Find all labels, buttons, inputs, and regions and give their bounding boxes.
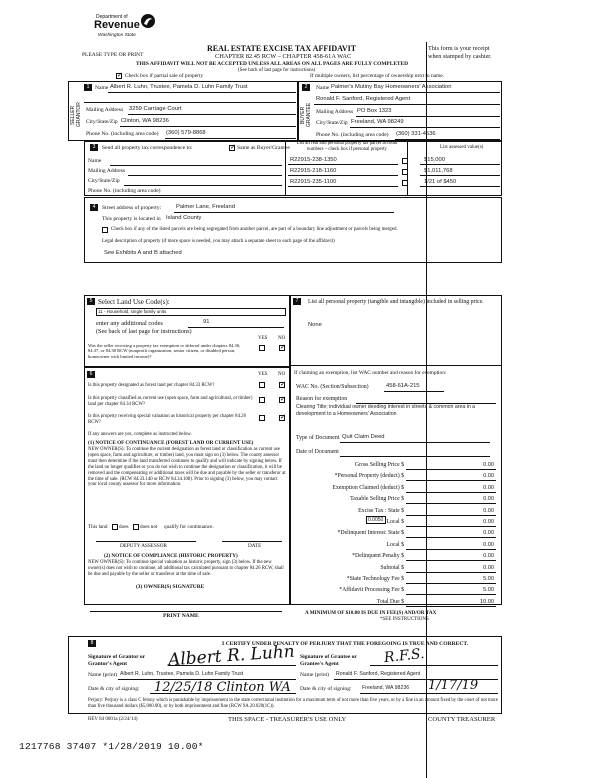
buyer-city: Freeland, WA 98249 bbox=[351, 119, 404, 125]
dept-line: Department of bbox=[96, 14, 128, 20]
sec3-mailing-label: Mailing Address bbox=[88, 168, 126, 174]
tax-line-value: 0.00 bbox=[483, 541, 494, 548]
doc-date-label: Date of Document bbox=[296, 449, 339, 455]
parcel-3: R22915-235-1100 bbox=[290, 179, 337, 185]
grantee-date-handwritten: 1/17/19 bbox=[428, 678, 479, 693]
section-8-number: 8 bbox=[88, 640, 96, 647]
tax-line-value: 5.00 bbox=[483, 587, 494, 594]
treasurer-use-only: THIS SPACE - TREASURER'S USE ONLY bbox=[228, 716, 347, 723]
located-label: This property is located in bbox=[102, 216, 161, 222]
buyer-mailing-label: Mailing Address bbox=[316, 109, 354, 115]
owner-signature-title: (3) OWNER(S) SIGNATURE bbox=[136, 584, 205, 590]
sec6-instructions: If any answers are yes, complete as instructed below. bbox=[88, 432, 192, 437]
exemption-yes-checkbox[interactable] bbox=[259, 345, 265, 351]
sec5-yes-header: YES bbox=[258, 336, 268, 341]
seller-name: Albert R. Luhn, Trustee, Pamela D. Luhn Family Trust bbox=[110, 84, 248, 90]
current-use-no-checkbox[interactable] bbox=[279, 397, 285, 403]
seller-city: Clinton, WA 98236 bbox=[121, 118, 169, 124]
continuance-title: (1) NOTICE OF CONTINUANCE (FOREST LAND OR CURRENT USE) bbox=[88, 440, 254, 446]
sec3-phone-label: Phone No. (including area code) bbox=[88, 188, 161, 194]
legal-label: Legal description of property (if more space is needed, you may attach a separate sheet to each page of the affidavit) bbox=[102, 239, 335, 244]
land-use-value: 11 - Household, single family units bbox=[98, 309, 167, 314]
recording-stamp: 1217768 37407 *1/28/2019 10.00* bbox=[19, 741, 204, 752]
grantor-sig-label: Signature of Grantor or Grantor's Agent bbox=[88, 654, 146, 667]
tax-line-label: Subtotal $ bbox=[380, 564, 404, 571]
tax-line-label: *State Technology Fee $ bbox=[346, 576, 404, 582]
boundary-checkbox[interactable] bbox=[102, 227, 108, 233]
assessor-date-label: DATE bbox=[248, 543, 262, 549]
historic-no-checkbox[interactable] bbox=[279, 415, 285, 421]
value-1: $15,000 bbox=[424, 157, 445, 163]
tax-line-value: 0.00 bbox=[483, 507, 494, 514]
buyer-phone: (360) 331-4536 bbox=[396, 131, 436, 137]
current-use-question: Is this property classified as current use (open space, farm and agricultural, or timber) land per chapter 84.34 RCW? bbox=[88, 396, 253, 407]
sec6-yes-header: YES bbox=[258, 372, 268, 377]
section-3-number: 3 bbox=[90, 144, 98, 151]
historic-question: Is this property receiving special valuation as historical property per chapter 84.26 RCW? bbox=[88, 414, 246, 425]
seller-phone: (360) 579-8868 bbox=[166, 130, 206, 136]
tax-line-value: 0.00 bbox=[483, 462, 494, 468]
land-use-label: Select Land Use Code(s): bbox=[98, 298, 170, 306]
sec5-no-header: NO bbox=[278, 336, 286, 341]
seller-mailing: 3259 Carriage Court bbox=[129, 106, 182, 112]
state-rate: 0.0050 bbox=[368, 517, 384, 523]
historic-title: (2) NOTICE OF COMPLIANCE (HISTORIC PROPERTY) bbox=[104, 553, 238, 559]
buyer-name: Palmer's Mutiny Bay Homeowners' Association bbox=[331, 84, 452, 90]
grantee-date-label: Date & city of signing: bbox=[300, 686, 352, 692]
tax-line-label: *Affidavit Processing Fee $ bbox=[339, 587, 404, 594]
exemption-claim-label: If claiming an exemption, list WAC number and reason for exemption: bbox=[294, 370, 447, 376]
tax-line-label: Total Due $ bbox=[376, 598, 404, 605]
deputy-assessor-label: DEPUTY ASSESSOR bbox=[120, 543, 167, 549]
boundary-label: Check box if any of the listed parcels are being segregated from another parcel, are part of a boundary line adjustment or parcels being merged. bbox=[111, 227, 398, 232]
forest-question: Is this property designated as forest land per chapter 84.33 RCW? bbox=[88, 383, 215, 388]
see-back: (See back of last page for instructions) bbox=[238, 68, 316, 73]
grantor-date-label: Date & city of signing: bbox=[88, 686, 140, 692]
receipt-note-2: when stamped by cashier. bbox=[428, 53, 492, 60]
seller-mailing-label: Mailing Address bbox=[86, 107, 124, 113]
buyer-side-label: BUYER GRANTEE bbox=[300, 102, 312, 128]
this-land-label: This land bbox=[88, 524, 108, 530]
buyer-city-label: City/State/Zip bbox=[316, 120, 348, 126]
dept-revenue: Revenue bbox=[94, 19, 140, 31]
tax-line-value: 0.00 bbox=[483, 496, 494, 503]
grantee-name: Ronald F. Sanford, Registered Agent bbox=[336, 671, 421, 677]
section-4-number: 4 bbox=[90, 204, 98, 211]
partial-sale-label: Check box if partial sale of property bbox=[125, 73, 204, 79]
section-7-number: 7 bbox=[293, 298, 301, 305]
tax-line-label: Exemption Claimed (deduct) $ bbox=[332, 484, 404, 491]
grantor-name: Albert R. Luhn, Trustee, Pamela D. Luhn Family Trust bbox=[120, 671, 244, 677]
seller-side-label: SELLER GRANTOR bbox=[70, 102, 82, 128]
reason-label: Reason for exemption bbox=[296, 396, 348, 402]
grantee-sig-label: Signature of Grantee or Grantee's Agent bbox=[300, 654, 357, 667]
forest-yes-checkbox[interactable] bbox=[259, 382, 265, 388]
tax-line-label: Local $ bbox=[386, 541, 404, 548]
street-label: Street address of property: bbox=[102, 205, 162, 211]
exemption-question: Was the seller receiving a property tax exemption or deferral under chapters 84.36, 84.37, or 84.38 RCW (nonprofit organization, senior citizen, or disabled person, homeowner with limited income)? bbox=[88, 343, 241, 359]
value-3: 1/21 of $450 bbox=[424, 179, 457, 185]
parcel-2-personal-checkbox[interactable] bbox=[402, 169, 408, 175]
exemption-reason: Clearing Title; individual owner deeding interest in streets & common area in a development to a Homeowners' Association bbox=[296, 404, 476, 417]
section-6-number: 6 bbox=[87, 371, 95, 378]
form-warning: THIS AFFIDAVIT WILL NOT BE ACCEPTED UNLESS ALL AREAS ON ALL PAGES ARE FULLY COMPLETED bbox=[136, 61, 409, 67]
revenue-logo bbox=[96, 14, 160, 48]
multiple-owners-note: If multiple owners, list percentage of ownership next to name. bbox=[310, 73, 444, 79]
wac-label: WAC No. (Section/Subsection) bbox=[296, 384, 369, 390]
buyer-mailing: PO Box 1323 bbox=[357, 108, 392, 114]
wac-number: 458-61A-215 bbox=[386, 383, 420, 389]
same-as-buyer-checkbox[interactable] bbox=[229, 145, 235, 151]
form-title: REAL ESTATE EXCISE TAX AFFIDAVIT bbox=[207, 44, 357, 53]
tax-line-value: 5.00 bbox=[483, 576, 494, 582]
grantor-date: 12/25/18 Clinton WA bbox=[154, 680, 291, 695]
personal-property-value: None bbox=[308, 322, 322, 328]
does-not-label: does not bbox=[140, 524, 158, 530]
partial-sale-checkbox[interactable] bbox=[116, 73, 122, 79]
county-treasurer: COUNTY TREASURER bbox=[428, 716, 496, 723]
seller-name-label: Name bbox=[95, 85, 109, 91]
continuance-text: NEW OWNER(S): To continue the current designation as forest land or classification as current use (open space, farm and agriculture, or timber) land, you must sign on (3) below. The county assessor must then determine if the land transferred continues to qualify and will indicate by signing below. If the land no longer qualifies or you do not wish to continue the designation or classification, it will be removed and the compensating or additional taxes will be due and payable by the seller or transferor at the time of sale. (RCW 84.33.140 or RCW 84.34.108). Prior to signing (3) below, you may contact your local county assessor for more information. bbox=[88, 447, 286, 488]
historic-text: NEW OWNER(S): To continue special valuation as historic property, sign (3) below. If the new owner(s) does not wish to continue, all additional tax calculated pursuant to chapter 84.26 RCW, shall be due and payable by the seller or transferor at the time of sale. bbox=[88, 560, 284, 577]
doc-type: Quit Claim Deed bbox=[342, 434, 385, 440]
tax-line-label: Local $ bbox=[386, 519, 404, 525]
print-name-label: PRINT NAME bbox=[163, 613, 199, 619]
grantee-date: Freeland, WA 98236 bbox=[362, 685, 410, 691]
see-instructions: *SEE INSTRUCTIONS bbox=[380, 617, 429, 622]
tax-line-value: 0.00 bbox=[483, 564, 494, 571]
legal-description: See Exhibits A and B attached bbox=[104, 250, 182, 256]
seller-city-label: City/State/Zip bbox=[86, 119, 118, 125]
parcel-1: R22915-238-1350 bbox=[290, 157, 337, 163]
buyer-phone-label: Phone No. (including area code) bbox=[316, 132, 389, 138]
street-address: Palmer Lane, Freeland bbox=[176, 204, 235, 210]
tax-line-label: *Personal Property (deduct) $ bbox=[334, 473, 404, 480]
does-not-checkbox[interactable] bbox=[133, 524, 139, 530]
parcel-3-personal-checkbox[interactable] bbox=[402, 180, 408, 186]
form-number: REV 84 0001a (2/24/14) bbox=[88, 717, 138, 722]
parcel-1-personal-checkbox[interactable] bbox=[402, 158, 408, 164]
qualify-label: qualify for continuance. bbox=[164, 524, 214, 530]
doc-type-label: Type of Document bbox=[296, 435, 340, 441]
tax-line-value: 0.00 bbox=[483, 473, 494, 480]
minimum-due: A MINIMUM OF $10.00 IS DUE IN FEE(S) AND/OR TAX bbox=[305, 610, 437, 616]
does-checkbox[interactable] bbox=[112, 524, 118, 530]
tax-line-value: 10.00 bbox=[480, 598, 494, 605]
section-5-number: 5 bbox=[87, 298, 95, 305]
additional-codes: 91 bbox=[203, 319, 210, 325]
tax-line-label: Excise Tax : State $ bbox=[358, 507, 404, 514]
revenue-emblem-icon bbox=[140, 13, 156, 29]
does-label: does bbox=[119, 524, 129, 530]
certify-text: I CERTIFY UNDER PENALTY OF PERJURY THAT THE FOREGOING IS TRUE AND CORRECT. bbox=[222, 641, 469, 647]
tax-line-value: 0.00 bbox=[483, 519, 494, 525]
additional-codes-label: enter any additional codes bbox=[96, 320, 163, 327]
tax-line-value: 0.00 bbox=[483, 553, 494, 560]
perjury-text: Perjury: Perjury is a class C felony which is punishable by imprisonment in the state correctional institution for a maximum term of not more than five years, or by a fine in an amount fixed by the court of not more than five thousand dollars ($5,000.00), or by both imprisonment and fine (RCW 9A.20.020(1C)). bbox=[88, 698, 498, 709]
current-use-yes-checkbox[interactable] bbox=[259, 397, 265, 403]
tax-line-value: 0.00 bbox=[483, 484, 494, 491]
dept-state: Washington State bbox=[98, 33, 136, 38]
tax-line-label: *Delinquent Penalty $ bbox=[352, 553, 404, 560]
form-chapter: CHAPTER 82.45 RCW – CHAPTER 458-61A WAC bbox=[215, 53, 352, 60]
grantor-signature: Albert R. Luhn bbox=[167, 641, 296, 671]
please-type: PLEASE TYPE OR PRINT bbox=[82, 52, 144, 58]
located-county: Island County bbox=[166, 215, 202, 221]
grantor-name-label: Name (print) bbox=[88, 672, 118, 678]
sec6-no-header: NO bbox=[278, 372, 286, 377]
sec3-name-label: Name bbox=[88, 158, 102, 164]
tax-line-label: Gross Selling Price $ bbox=[354, 462, 404, 468]
send-correspondence-label: Send all property tax correspondence to: bbox=[102, 145, 193, 151]
sec3-city-label: City/State/Zip bbox=[88, 178, 120, 184]
tax-line-value: 0.00 bbox=[483, 530, 494, 537]
sec5-see-back: (See back of last page for instructions) bbox=[96, 328, 192, 335]
tax-line-label: Taxable Selling Price $ bbox=[350, 496, 404, 503]
exemption-no-checkbox[interactable] bbox=[279, 345, 285, 351]
buyer-name-2: Ronald F. Sanford, Registered Agent bbox=[316, 96, 411, 102]
section-1-number: 1 bbox=[84, 84, 92, 91]
personal-property-label: List all personal property (tangible and intangible) included in selling price. bbox=[308, 299, 484, 305]
buyer-name-label: Name bbox=[316, 85, 330, 91]
receipt-note-1: This form is your receipt bbox=[428, 45, 490, 52]
grantee-name-label: Name (print) bbox=[300, 672, 330, 678]
seller-phone-label: Phone No. (including area code) bbox=[86, 131, 159, 137]
value-2: $1,011,768 bbox=[424, 168, 453, 174]
value-header: List assessed value(s) bbox=[440, 145, 484, 150]
section-2-number: 2 bbox=[302, 84, 310, 91]
forest-no-checkbox[interactable] bbox=[279, 382, 285, 388]
historic-yes-checkbox[interactable] bbox=[259, 415, 265, 421]
same-as-buyer-label: Same as Buyer/Grantee bbox=[237, 145, 290, 151]
grantee-signature: R.F.S. bbox=[383, 645, 426, 667]
parcel-header: List all real and personal property tax parcel account numbers – check box if personal property bbox=[296, 141, 398, 152]
parcel-2: R22915-218-1160 bbox=[290, 168, 337, 174]
tax-line-label: *Delinquent Interest: State $ bbox=[337, 530, 404, 537]
